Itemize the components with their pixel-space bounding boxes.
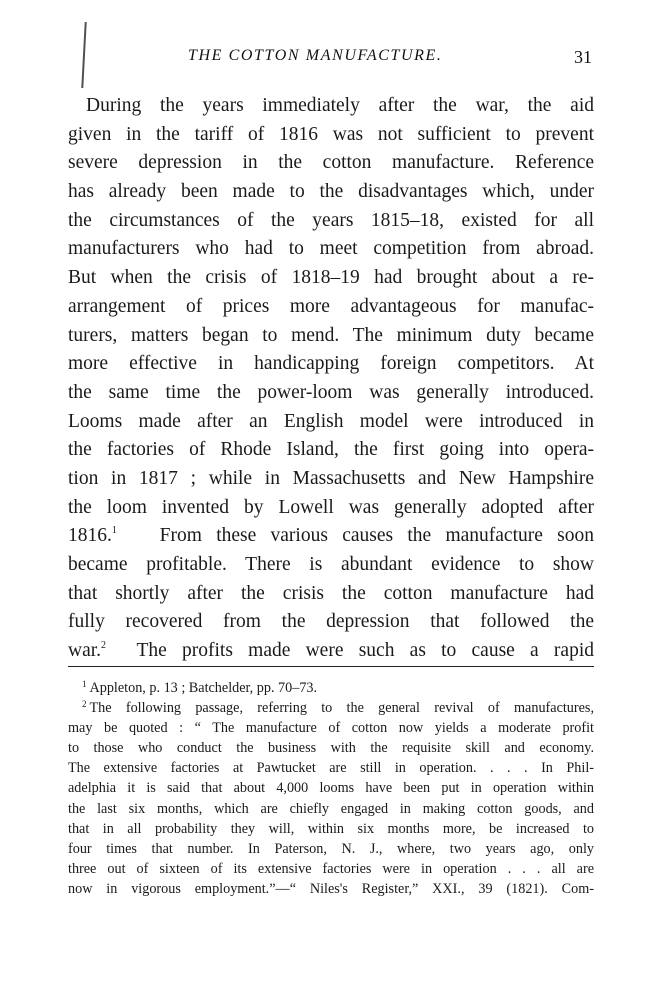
body-line: manufacturers who had to meet competition from abroad. bbox=[68, 238, 594, 260]
body-line-with-footnote-ref bbox=[68, 522, 594, 551]
footnote-2-line: that in all probability they will, within six months more, be increased to bbox=[68, 820, 594, 837]
footnote-2-line: The extensive factories at Pawtucket are still in operation. . . . In Phil- bbox=[68, 760, 594, 777]
body-line: more effective in handicapping foreign competitors. At bbox=[68, 353, 594, 375]
footnote-text: The following passage, referring to the general revival of manufactures, bbox=[89, 700, 594, 717]
footnote-marker: 2 bbox=[82, 699, 87, 710]
line-rest: From these various causes the manufacture soon bbox=[159, 525, 594, 547]
footnote-2-line: the last six months, which are chiefly engaged in making cotton goods, and bbox=[68, 800, 594, 817]
body-line: fully recovered from the depression that followed the bbox=[68, 611, 594, 633]
line-rest: The profits made were such as to cause a rapid bbox=[136, 640, 595, 662]
footnote-2-line: four times that number. In Paterson, N. J., where, two years ago, only bbox=[68, 840, 594, 857]
footnote-marker: 1 bbox=[82, 679, 87, 689]
body-line: given in the tariff of 1816 was not sufficient to prevent bbox=[68, 123, 594, 145]
body-line: arrangement of prices more advantageous for manufac- bbox=[68, 295, 594, 317]
body-line: the same time the power-loom was generally introduced. bbox=[68, 381, 594, 403]
footnote-2-line: adelphia it is said that about 4,000 looms have been put in operation within bbox=[68, 780, 594, 797]
body-line: the loom invented by Lowell was generally adopted after bbox=[68, 496, 594, 518]
body-line: the circumstances of the years 1815–18, existed for all bbox=[68, 209, 594, 231]
running-head bbox=[68, 47, 600, 71]
footnote-1 bbox=[68, 678, 594, 698]
running-head-title: THE COTTON MANUFACTURE. bbox=[188, 47, 443, 64]
footnote-2-line: now in vigorous employment.”—“ Niles's Register,” XXI., 39 (1821). Com- bbox=[68, 880, 594, 897]
body-line: But when the crisis of 1818–19 had brought about a re- bbox=[68, 267, 594, 289]
page-number: 31 bbox=[574, 47, 592, 67]
body-line: became profitable. There is abundant evidence to show bbox=[68, 554, 594, 575]
line-prefix: 1816. bbox=[68, 525, 112, 547]
body-line: the factories of Rhode Island, the first going into opera- bbox=[68, 439, 594, 461]
line-prefix: war. bbox=[68, 640, 102, 662]
body-line-with-footnote-ref bbox=[68, 637, 594, 666]
body-line: Looms made after an English model were introduced in bbox=[68, 410, 594, 432]
footnote-2-line: three out of sixteen of its extensive factories were in operation . . . all are bbox=[68, 860, 594, 877]
footnote-2-line bbox=[68, 698, 594, 718]
body-paragraph bbox=[68, 92, 594, 666]
body-line: During the years immediately after the war, the aid bbox=[86, 95, 594, 116]
footnote-2-line: to those who conduct the business with the requisite skill and economy. bbox=[68, 740, 594, 757]
footnote-reference[interactable]: 2 bbox=[101, 640, 107, 652]
footnote-separator-rule bbox=[68, 666, 594, 667]
body-line: that shortly after the crisis the cotton manufacture had bbox=[68, 582, 594, 604]
body-line: severe depression in the cotton manufacture. Reference bbox=[68, 152, 594, 174]
footnotes bbox=[68, 678, 594, 899]
footnote-text: Appleton, p. 13 ; Batchelder, pp. 70–73. bbox=[89, 680, 318, 696]
body-line: has already been made to the disadvantages which, under bbox=[68, 181, 594, 203]
body-line: tion in 1817 ; while in Massachusetts and New Hampshire bbox=[68, 467, 594, 489]
body-line: turers, matters began to mend. The minimum duty became bbox=[68, 324, 594, 346]
footnote-2-line: may be quoted : “ The manufacture of cotton now yields a moderate profit bbox=[68, 720, 594, 737]
footnote-reference[interactable]: 1 bbox=[111, 525, 117, 537]
